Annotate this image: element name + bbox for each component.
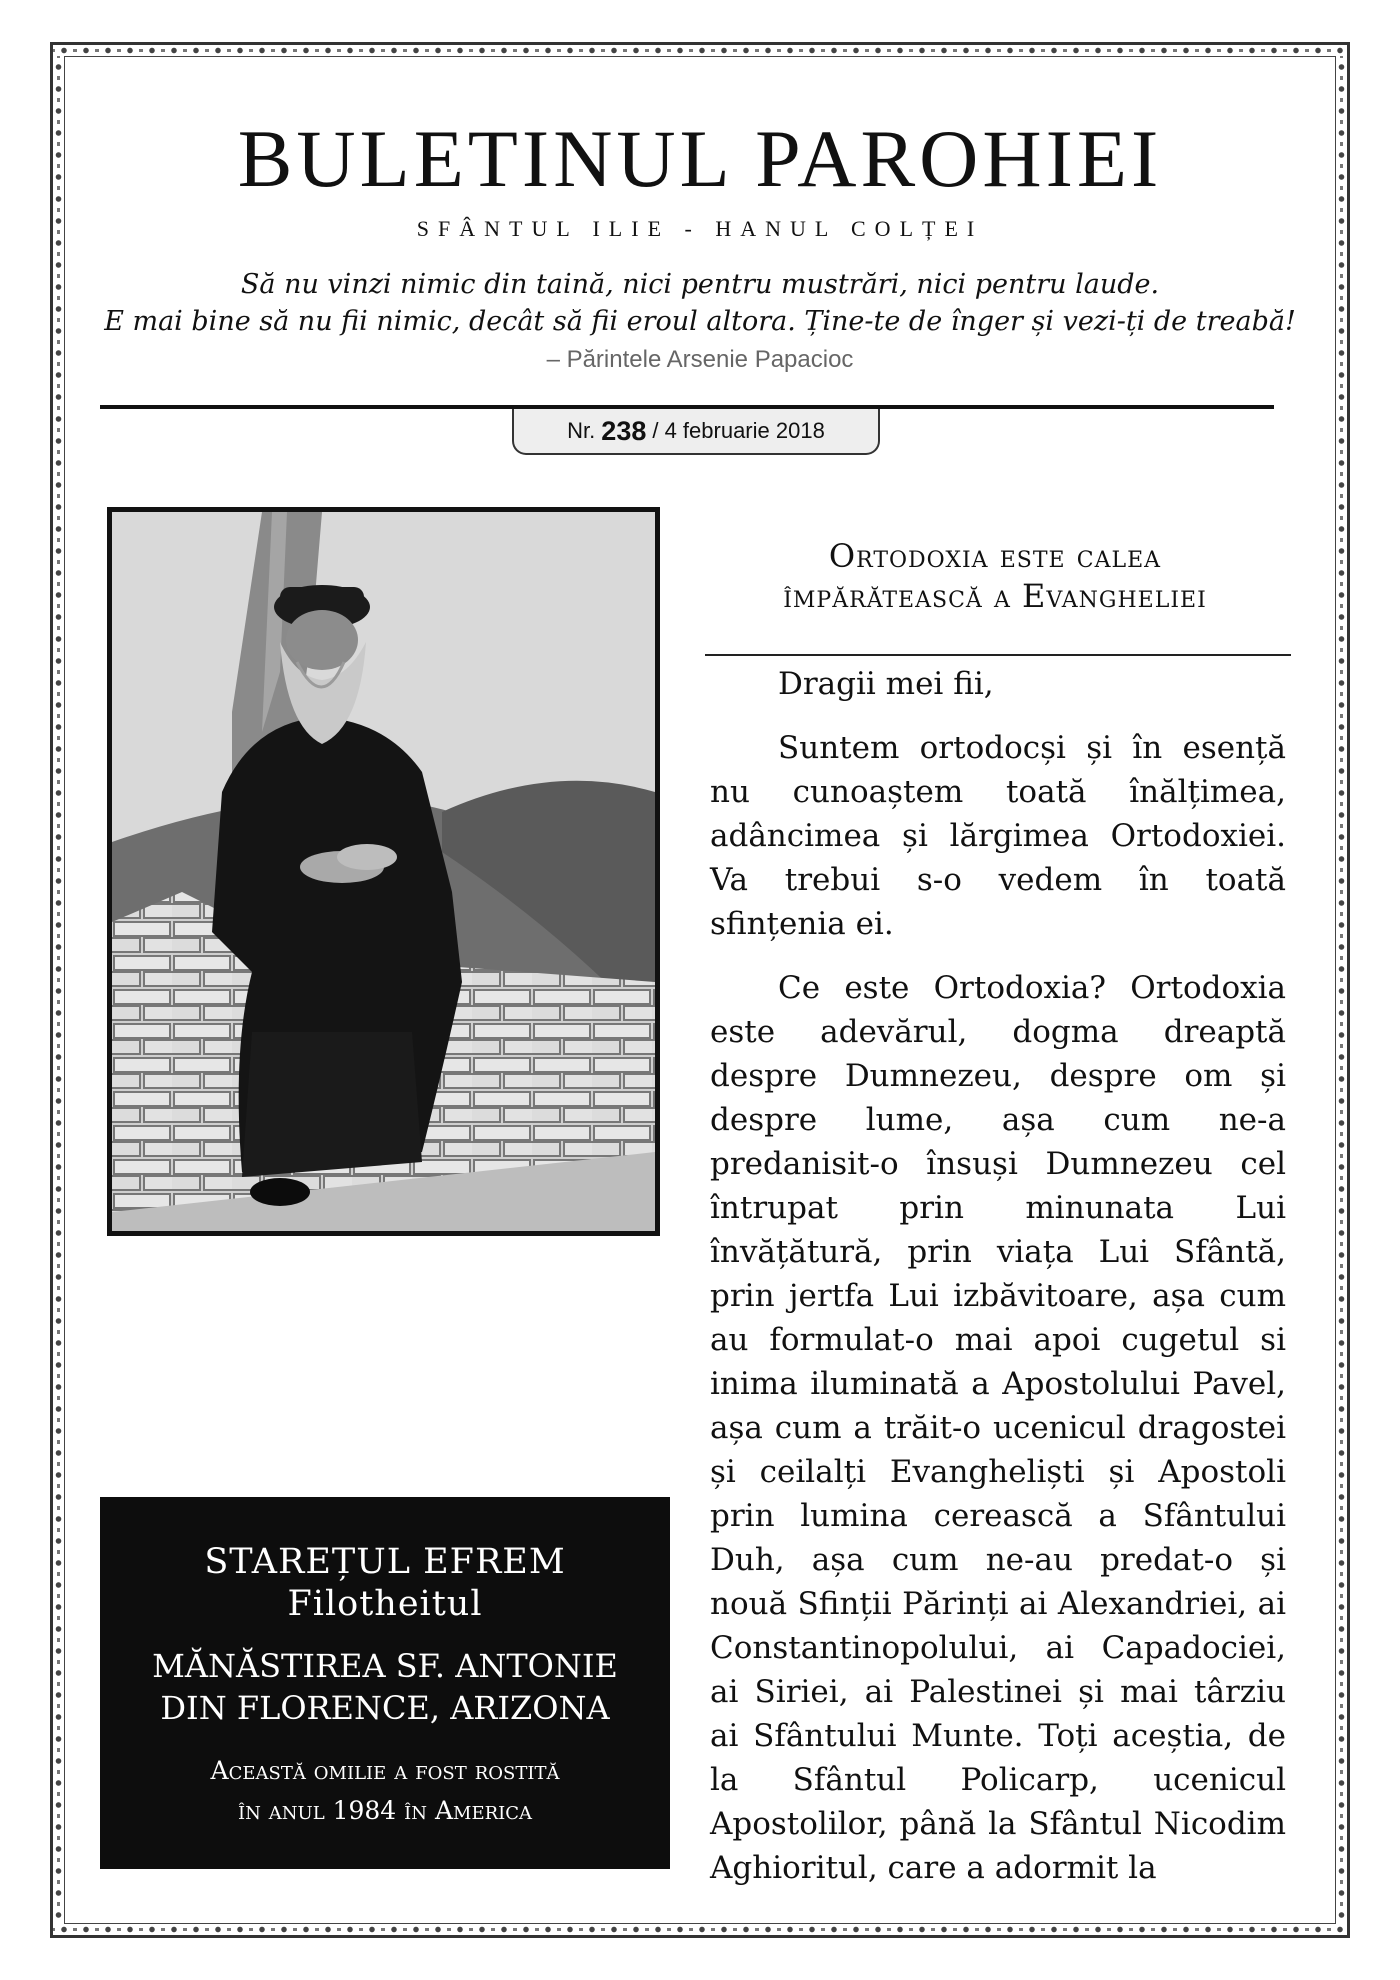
issue-prefix: Nr. bbox=[567, 418, 596, 443]
article-rule bbox=[705, 654, 1291, 656]
ornament-band-right bbox=[1336, 56, 1347, 1924]
motto-line-1: Să nu vinzi nimic din taină, nici pentru mustrări, nici pentru laude. bbox=[240, 269, 1160, 300]
masthead-title: BULETINUL PAROHIEI bbox=[237, 113, 1163, 204]
issue-date: / 4 februarie 2018 bbox=[652, 418, 825, 443]
caption-place bbox=[100, 1645, 670, 1729]
article-paragraph-2: Ce este Ortodoxia? Ortodoxia este adevărul, dogma dreaptă despre Dumnezeu, despre om și despre lume, așa cum ne-a predanisit-o însuși Dumnezeu cel întrupat prin minunata Lui învățătură, prin viața Lui Sfântă, prin jertfa Lui izbăvitoare, așa cum au formulat-o mai apoi cugetul si inima iluminată a Apostolului Pavel, așa cum a trăit-o ucenicul dragostei și ceilalți Evangheliști și Apostoli prin lumina cerească a Sfântului Duh, așa cum ne-au predat-o și nouă Sfinții Părinți ai Alexandriei, ai Constantinopolului, ai Capadociei, ai Siriei, ai Palestinei și mai târziu ai Sfântului Munte. Toți aceștia, de la Sfântul Policarp, ucenicul Apostolilor, până la Sfântul Nicodim Aghioritul, care a adormit la bbox=[710, 970, 1286, 1886]
caption-note bbox=[100, 1751, 670, 1831]
issue-number: 238 bbox=[601, 415, 647, 446]
caption-note-line-1: Această omilie a fost rostită bbox=[210, 1756, 560, 1785]
article-paragraph-1: Suntem ortodocși și în esență nu cunoaștem toată înălțimea, adâncimea și lărgimea Ortodoxiei. Va trebui s-o vedem în toată sfințenia ei. bbox=[710, 730, 1286, 942]
issue-tab bbox=[512, 409, 880, 455]
motto-quote bbox=[100, 266, 1300, 340]
motto-line-2: E mai bine să nu fii nimic, decât să fii eroul altora. Ține-te de înger și vezi-ți de treabă! bbox=[104, 306, 1296, 337]
photo-caption bbox=[100, 1497, 670, 1869]
elder-photo-illustration bbox=[112, 512, 655, 1231]
caption-place-line-1: MĂNĂSTIREA SF. ANTONIE bbox=[152, 1647, 618, 1685]
article-title-line-2: împărătească a Evangheliei bbox=[783, 577, 1207, 615]
caption-name-line-2: Filotheitul bbox=[287, 1584, 483, 1624]
ornament-band-top bbox=[53, 45, 1347, 56]
ornament-band-bottom bbox=[53, 1924, 1347, 1935]
ornament-band-left bbox=[53, 56, 64, 1924]
article-title bbox=[700, 536, 1290, 616]
caption-place-line-2: DIN FLORENCE, ARIZONA bbox=[160, 1689, 610, 1727]
article-title-line-1: Ortodoxia este calea bbox=[828, 537, 1162, 575]
caption-note-line-2: în anul 1984 în America bbox=[237, 1796, 533, 1825]
article-body bbox=[710, 662, 1286, 1890]
article-greeting: Dragii mei fii, bbox=[778, 666, 994, 702]
masthead-subtitle: SFÂNTUL ILIE - HANUL COLȚEI bbox=[416, 216, 984, 241]
motto-author: – Părintele Arsenie Papacioc bbox=[546, 346, 854, 373]
caption-name-line-1: STAREȚUL EFREM bbox=[204, 1542, 566, 1582]
elder-photo bbox=[107, 507, 660, 1236]
